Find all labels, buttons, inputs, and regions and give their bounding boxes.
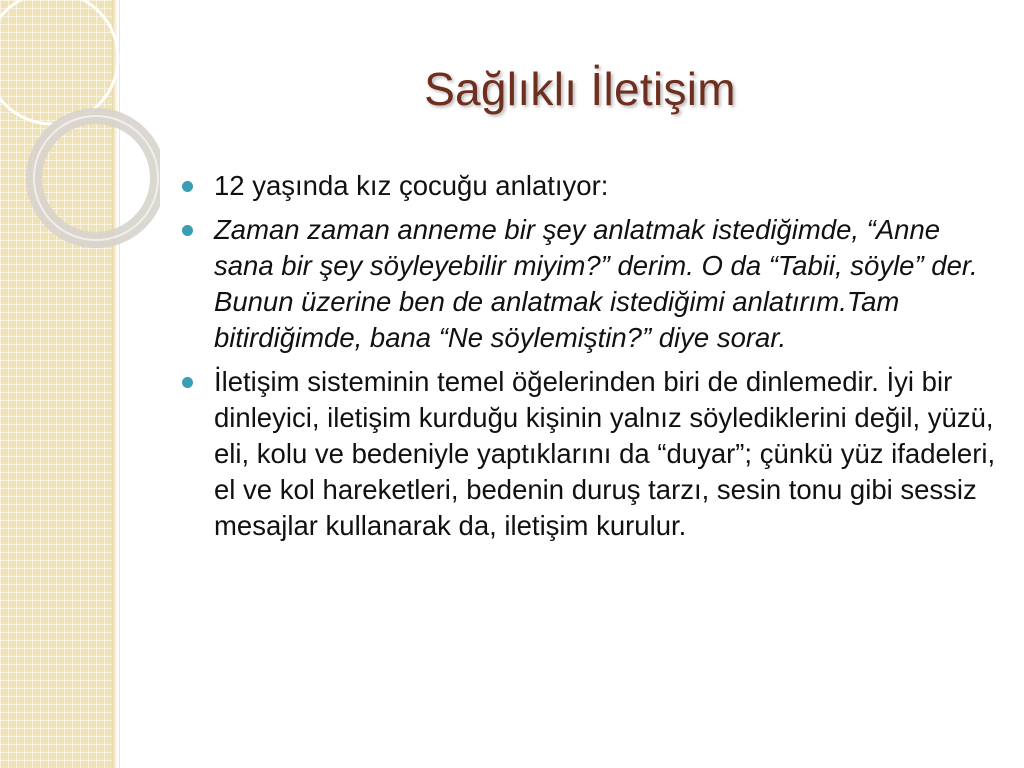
bullet-dot-icon [182,181,193,192]
bullet-item [176,364,996,544]
slide-title: Sağlıklı İletişim [424,63,736,115]
bullet-text: 12 yaşında kız çocuğu anlatıyor: [214,170,609,201]
bullet-dot-icon [182,377,193,388]
bullet-item [176,212,996,356]
bullet-item [176,168,996,204]
bullet-text-quote: Zaman zaman anneme bir şey anlatmak istediğimde, “Anne sana bir şey söyleyebilir miyim?” derim. O da “Tabii, söyle” der. Bunun üzerine ben de anlatmak istediğimi anlatırım.Tam bitirdiğimde, bana “Ne söylemiştin?” diye sorar. [214,214,978,353]
decorative-circles-icon [0,0,160,260]
bullet-list [176,168,996,552]
bullet-text: İletişim sisteminin temel öğelerinden biri de dinlemedir. İyi bir dinleyici, iletişim kurduğu kişinin yalnız söylediklerini değil, yüzü, eli, kolu ve bedeniyle yaptıklarını da “duyar”; çünkü yüz ifadeleri, el ve kol hareketleri, bedenin duruş tarzı, sesin tonu gibi sessiz mesajlar kullanarak da, iletişim kurulur. [214,366,996,541]
bullet-dot-icon [182,225,193,236]
